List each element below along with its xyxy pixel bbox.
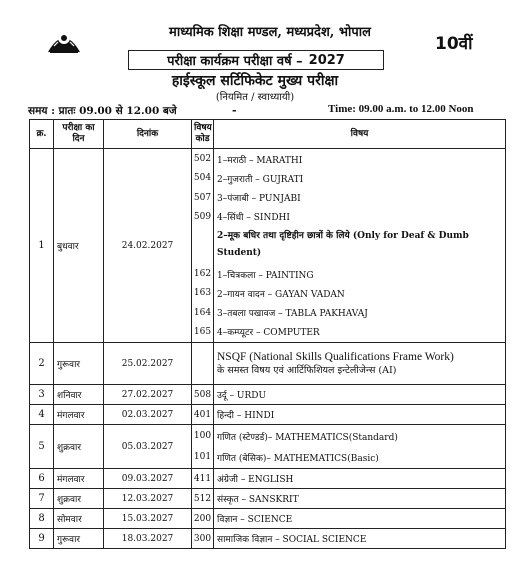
cell-code: 164	[193, 307, 212, 318]
table-row	[30, 509, 506, 529]
cell-code: 163	[193, 288, 212, 299]
cell-sno: 5	[30, 425, 54, 469]
cell-day: शुक्रवार	[54, 489, 104, 509]
col-header-sno: क्र.	[30, 120, 54, 149]
cell-subject: 4–सिंधी – SINDHI	[217, 213, 290, 224]
cell-code: 300	[192, 529, 214, 549]
nsqf-description: के समस्त विषय एवं आर्टिफिशियल इन्टेलीजेन्स (AI)	[217, 365, 397, 376]
col-header-date: दिनांक	[104, 120, 192, 149]
cell-subject: 1–चित्रकला – PAINTING	[217, 270, 314, 281]
cell-code: 502	[193, 154, 212, 165]
cell-sno: 8	[30, 509, 54, 529]
exam-subtitle: (नियमित / स्वाध्यायी)	[215, 92, 295, 103]
cell-code: 509	[193, 211, 212, 222]
cell-code: 165	[193, 326, 212, 337]
cell-date: 18.03.2027	[104, 529, 192, 549]
cell-date: 25.02.2027	[104, 343, 192, 385]
cell-sno: 9	[30, 529, 54, 549]
cell-subject-stack	[214, 149, 506, 343]
cell-day: सोमवार	[54, 509, 104, 529]
exam-program-label: परीक्षा कार्यक्रम परीक्षा वर्ष –	[167, 54, 303, 69]
cell-subject: 3–पंजाबी – PUNJABI	[217, 194, 301, 205]
cell-day: गुरूवार	[54, 343, 104, 385]
schedule-table	[29, 119, 506, 549]
cell-code: 411	[192, 469, 214, 489]
cell-subject	[214, 343, 506, 385]
cell-code: 100	[193, 431, 212, 441]
cell-code-stack	[192, 149, 214, 343]
cell-code: 507	[193, 192, 212, 203]
cell-date: 24.02.2027	[104, 149, 192, 343]
cell-day: गुरूवार	[54, 529, 104, 549]
table-row	[30, 343, 506, 385]
cell-day: शनिवार	[54, 385, 104, 405]
cell-sno: 6	[30, 469, 54, 489]
cell-code: 512	[192, 489, 214, 509]
col-header-code: विषय कोड	[192, 120, 214, 149]
cell-date: 15.03.2027	[104, 509, 192, 529]
cell-code	[192, 343, 214, 385]
nsqf-title: NSQF (National Skills Qualifications Frame Work)	[217, 351, 454, 363]
cell-subject: अंग्रेजी – ENGLISH	[214, 469, 506, 489]
cell-code: 504	[193, 173, 212, 184]
table-row	[30, 149, 506, 343]
cell-date: 27.02.2027	[104, 385, 192, 405]
cell-code: 162	[193, 269, 212, 280]
cell-sno: 1	[30, 149, 54, 343]
cell-date: 02.03.2027	[104, 405, 192, 425]
cell-day: बुधवार	[54, 149, 104, 343]
cell-code: 401	[192, 405, 214, 425]
cell-subject-stack	[214, 425, 506, 469]
table-row	[30, 529, 506, 549]
board-emblem-icon	[44, 22, 84, 54]
cell-date: 05.03.2027	[104, 425, 192, 469]
cell-subject: 2–गायन वादन – GAYAN VADAN	[217, 289, 345, 300]
cell-date: 09.03.2027	[104, 469, 192, 489]
table-row	[30, 489, 506, 509]
cell-sno: 3	[30, 385, 54, 405]
cell-day: मंगलवार	[54, 469, 104, 489]
table-row	[30, 405, 506, 425]
cell-subject: 2–गुजराती – GUJRATI	[217, 174, 304, 185]
time-hindi: समय : प्रातः 09.00 से 12.00 बजे	[28, 105, 177, 117]
cell-day: शुक्रवार	[54, 425, 104, 469]
cell-subject: हिन्दी – HINDI	[214, 405, 506, 425]
time-dash: -	[232, 104, 237, 117]
cell-code: 200	[192, 509, 214, 529]
cell-code: 101	[193, 452, 212, 462]
exam-year: 2027	[308, 52, 345, 68]
cell-code: 508	[192, 385, 214, 405]
col-header-day: परीक्षा का दिन	[54, 120, 104, 149]
cell-sno: 2	[30, 343, 54, 385]
table-row	[30, 469, 506, 489]
board-name: माध्यमिक शिक्षा मण्डल, मध्यप्रदेश, भोपाल	[169, 25, 371, 40]
cell-subject: गणित (स्टेण्डर्ड)– MATHEMATICS(Standard)	[217, 432, 398, 443]
cell-subject: विज्ञान – SCIENCE	[214, 509, 506, 529]
cell-subject: 3–तबला पखावज – TABLA PAKHAVAJ	[217, 309, 368, 320]
cell-subject-note: 2–मूक बधिर तथा दृष्टिहीन छात्रों के लिये (Only for Deaf & Dumb Student)	[217, 231, 469, 259]
cell-code	[192, 226, 213, 264]
cell-sno: 7	[30, 489, 54, 509]
exam-title: हाईस्कूल सर्टिफिकेट मुख्य परीक्षा	[171, 73, 339, 89]
cell-day: मंगलवार	[54, 405, 104, 425]
cell-code-stack	[192, 425, 214, 469]
table-header-row	[30, 120, 506, 149]
table-row	[30, 425, 506, 469]
time-english: Time: 09.00 a.m. to 12.00 Noon	[328, 103, 474, 115]
cell-subject: उर्दू – URDU	[214, 385, 506, 405]
exam-program-box	[128, 50, 384, 70]
cell-sno: 4	[30, 405, 54, 425]
table-row	[30, 385, 506, 405]
cell-subject: सामाजिक विज्ञान – SOCIAL SCIENCE	[214, 529, 506, 549]
cell-subject: 4–कम्प्यूटर – COMPUTER	[217, 328, 320, 339]
col-header-subject: विषय	[214, 120, 506, 149]
cell-date: 12.03.2027	[104, 489, 192, 509]
class-label: 10वीं	[435, 34, 473, 54]
cell-subject: 1–मराठी – MARATHI	[217, 155, 303, 166]
cell-subject: संस्कृत – SANSKRIT	[214, 489, 506, 509]
cell-subject: गणित (बेसिक)– MATHEMATICS(Basic)	[217, 453, 379, 464]
